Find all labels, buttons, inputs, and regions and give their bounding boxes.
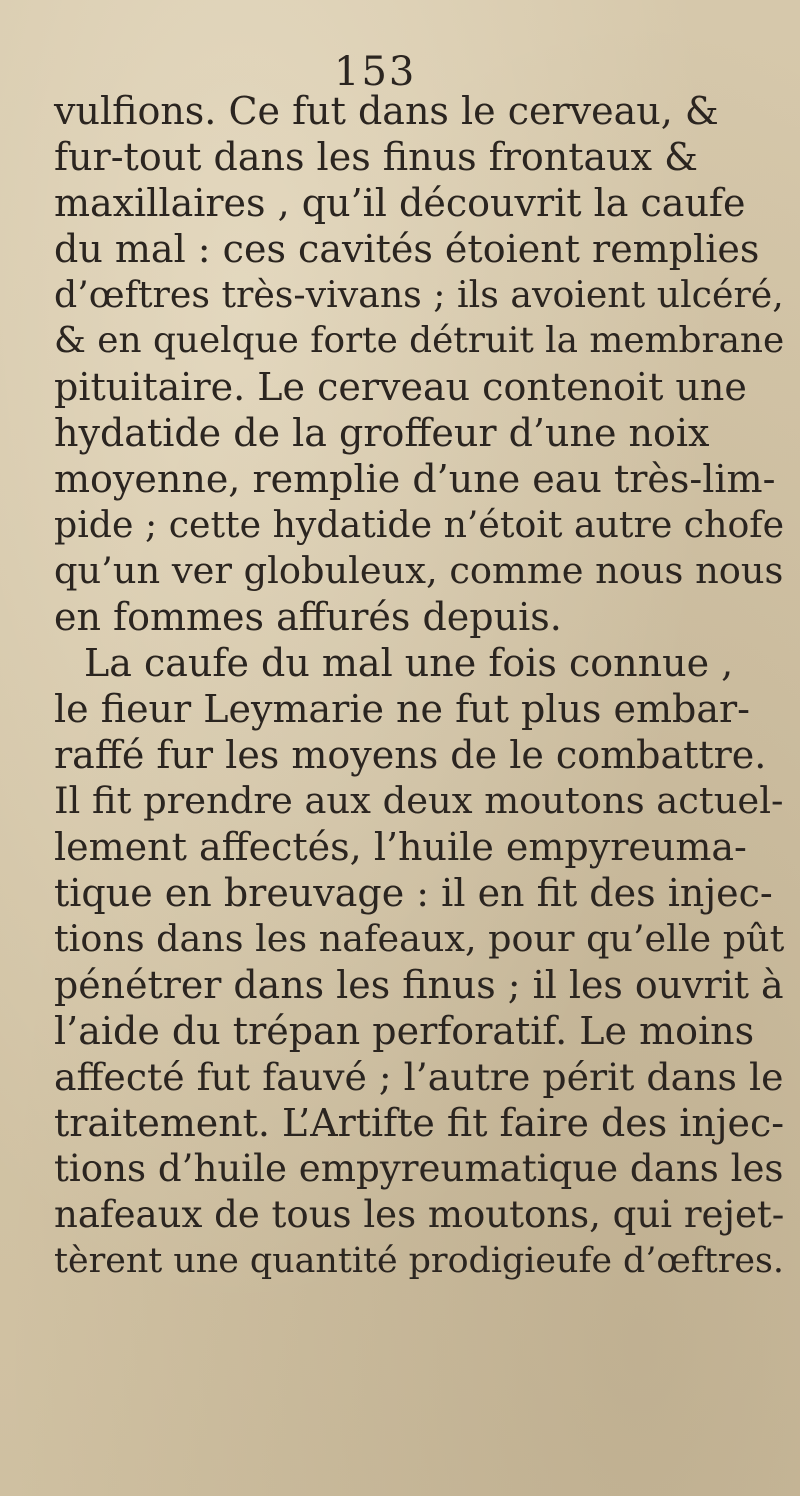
text-line: pénétrer dans les finus ; il les ouvrit à <box>54 963 784 1007</box>
text-line: traitement. L’Artifte fit faire des injec- <box>54 1101 785 1145</box>
text-line: hydatide de la groffeur d’une noix <box>54 411 710 455</box>
body-text <box>54 88 784 1284</box>
text-line: pituitaire. Le cerveau contenoit une <box>54 365 747 409</box>
text-line: & en quelque forte détruit la membrane <box>54 320 785 361</box>
text-line: pide ; cette hydatide n’étoit autre chofe <box>54 503 785 546</box>
text-line: moyenne, remplie d’une eau très-lim- <box>54 457 776 501</box>
text-line: l’aide du trépan perforatif. Le moins <box>54 1009 755 1053</box>
text-line: La caufe du mal une fois connue , <box>84 641 734 685</box>
text-line: d’œftres très-vivans ; ils avoient ulcéré, <box>54 273 784 316</box>
text-line: qu’un ver globuleux, comme nous nous <box>54 549 784 592</box>
text-line: le fieur Leymarie ne fut plus embar- <box>54 687 751 731</box>
text-line: du mal : ces cavités étoient remplies <box>54 227 760 271</box>
text-line: fur-tout dans les finus frontaux & <box>54 135 698 179</box>
text-line: en fommes affurés depuis. <box>54 595 562 639</box>
text-line: Il fit prendre aux deux moutons actuel- <box>54 779 784 822</box>
page-number: 153 <box>334 49 417 95</box>
text-line: affecté fut fauvé ; l’autre périt dans le <box>54 1055 784 1099</box>
text-line: tèrent une quantité prodigieufe d’œftres. <box>54 1241 784 1281</box>
text-line: vulfions. Ce fut dans le cerveau, & <box>54 89 719 133</box>
text-line: tions dans les nafeaux, pour qu’elle pût <box>54 917 785 960</box>
text-line: lement affectés, l’huile empyreuma- <box>54 825 747 869</box>
text-line: raffé fur les moyens de le combattre. <box>54 733 767 777</box>
text-line: maxillaires , qu’il découvrit la caufe <box>54 181 746 225</box>
text-line: nafeaux de tous les moutons, qui rejet- <box>54 1193 785 1236</box>
text-line: tique en breuvage : il en fit des injec- <box>54 871 773 915</box>
text-line: tions d’huile empyreumatique dans les <box>54 1147 784 1190</box>
